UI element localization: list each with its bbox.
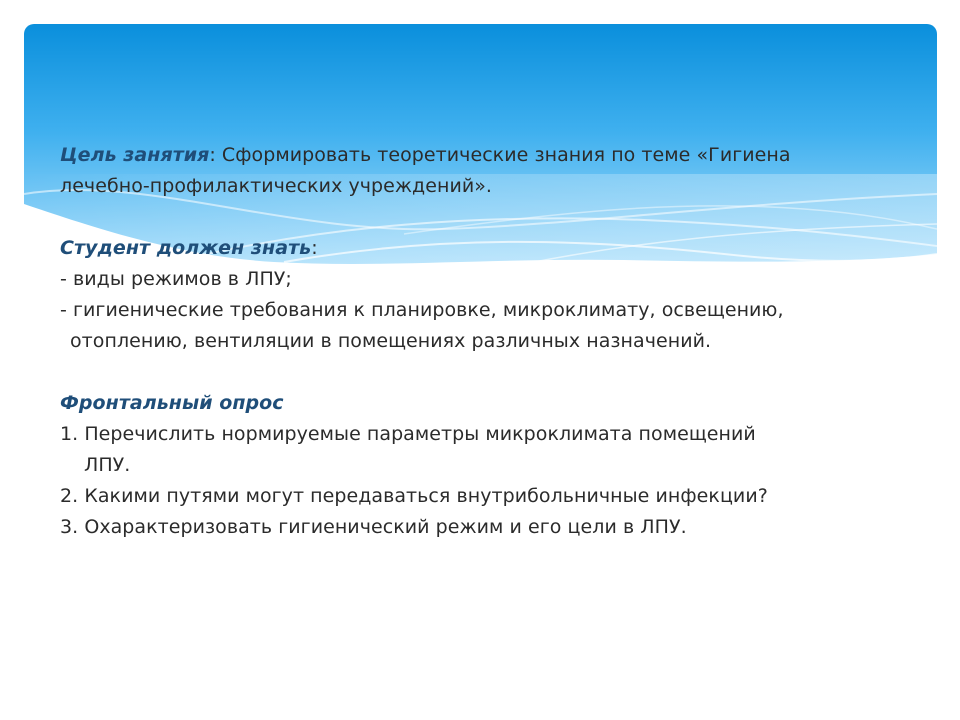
student-colon: : <box>311 237 318 259</box>
survey-item-1-cont: ЛПУ. <box>84 454 131 476</box>
spacer <box>60 357 910 388</box>
goal-text-2: лечебно-профилактических учреждений». <box>60 175 493 197</box>
goal-text-1: Сформировать теоретические знания по теме «Гигиена <box>215 144 791 166</box>
student-item-1: - виды режимов в ЛПУ; <box>60 268 292 290</box>
survey-item-1: 1. Перечислить нормируемые параметры микроклимата помещений <box>60 423 756 445</box>
spacer <box>60 202 910 233</box>
student-item-3: отоплению, вентиляции в помещениях различных назначений. <box>70 330 712 352</box>
goal-colon: : <box>209 144 216 166</box>
survey-item-2: 2. Какими путями могут передаваться внутрибольничные инфекции? <box>60 485 768 507</box>
goal-line-1 <box>60 140 910 171</box>
goal-label: Цель занятия <box>60 144 210 166</box>
survey-item-3: 3. Охарактеризовать гигиенический режим и его цели в ЛПУ. <box>60 516 687 538</box>
student-heading <box>60 233 910 264</box>
survey-title: Фронтальный опрос <box>60 392 284 414</box>
student-label: Студент должен знать <box>60 237 312 259</box>
student-item-2: - гигиенические требования к планировке, микроклимату, освещению, <box>60 299 784 321</box>
slide-body <box>60 140 910 543</box>
